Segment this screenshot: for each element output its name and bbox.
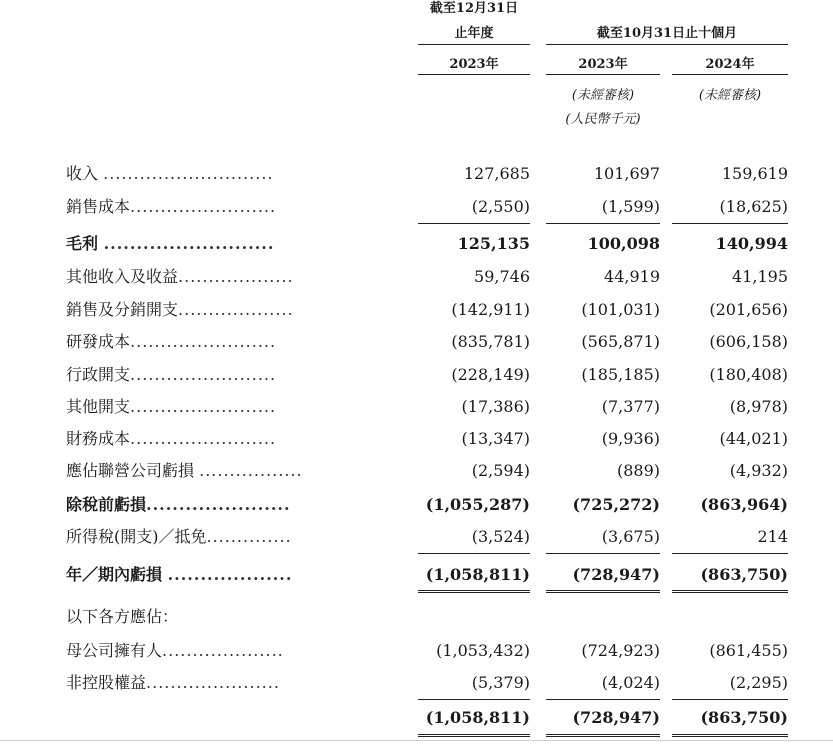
row-label-admin-expenses: 行政開支........................ (66, 365, 277, 384)
rule-after-tax-2 (546, 553, 660, 554)
rule-after-tax-3 (672, 553, 788, 554)
cost-of-sales-2024-10m: (18,625) (719, 197, 788, 216)
gross-profit-2023-full: 125,135 (457, 234, 530, 253)
total-attributable-2023-10m: (728,947) (572, 708, 660, 727)
loss-before-tax-2023-10m: (725,272) (572, 495, 660, 514)
rule-after-cost-3 (672, 223, 788, 224)
double-rule-loss-3 (672, 590, 788, 593)
cost-of-sales-2023-10m: (1,599) (601, 197, 660, 216)
other-income-2023-10m: 44,919 (604, 267, 660, 286)
income-tax-2023-10m: (3,675) (601, 527, 660, 546)
rnd-costs-2023-full: (835,781) (451, 332, 530, 351)
other-expenses-2023-10m: (7,377) (601, 397, 660, 416)
row-label-loss-before-tax: 除稅前虧損...................... (66, 495, 291, 514)
income-tax-2023-full: (3,524) (471, 527, 530, 546)
loss-for-period-2024-10m: (863,750) (700, 565, 788, 584)
finance-costs-2023-10m: (9,936) (601, 429, 660, 448)
nci-2024-10m: (2,295) (729, 673, 788, 692)
rnd-costs-2023-10m: (565,871) (581, 332, 660, 351)
owners-of-parent-2024-10m: (861,455) (709, 641, 788, 660)
total-attributable-2024-10m: (863,750) (700, 708, 788, 727)
other-expenses-2023-full: (17,386) (461, 397, 530, 416)
total-attributable-2023-full: (1,058,811) (425, 708, 530, 727)
header-unit-note: (人民幣千元) (565, 112, 641, 127)
double-rule-total-1 (418, 734, 530, 737)
income-tax-2024-10m: 214 (757, 527, 788, 546)
selling-expenses-2023-10m: (101,031) (581, 300, 660, 319)
rule-after-nci-1 (418, 699, 530, 700)
owners-of-parent-2023-10m: (724,923) (581, 641, 660, 660)
row-label-revenue: 收入 ............................ (66, 164, 274, 183)
admin-expenses-2023-10m: (185,185) (581, 365, 660, 384)
selling-expenses-2024-10m: (201,656) (709, 300, 788, 319)
header-col3-note: (未經審核) (698, 88, 762, 103)
row-label-attributable-to: 以下各方應佔： (66, 607, 179, 626)
owners-of-parent-2023-full: (1,053,432) (436, 641, 530, 660)
revenue-2024-10m: 159,619 (721, 164, 788, 183)
gross-profit-2024-10m: 140,994 (715, 234, 788, 253)
double-rule-total-3 (672, 734, 788, 737)
gross-profit-2023-10m: 100,098 (587, 234, 660, 253)
header-col2-note: (未經審核) (571, 88, 635, 103)
associate-loss-2023-10m: (889) (616, 461, 660, 480)
loss-for-period-2023-full: (1,058,811) (425, 565, 530, 584)
header-group-underline (546, 44, 788, 45)
associate-loss-2024-10m: (4,932) (729, 461, 788, 480)
header-col1-line1: 截至12月31日 (429, 1, 519, 16)
header-col1-line2: 止年度 (454, 26, 494, 41)
nci-2023-10m: (4,024) (601, 673, 660, 692)
header-group-title: 截至10月31日止十個月 (596, 26, 738, 41)
rnd-costs-2024-10m: (606,158) (709, 332, 788, 351)
double-rule-loss-2 (546, 590, 660, 593)
row-label-other-income: 其他收入及收益................... (66, 267, 294, 286)
other-income-2024-10m: 41,195 (732, 267, 788, 286)
row-label-other-expenses: 其他開支........................ (66, 397, 277, 416)
revenue-2023-full: 127,685 (463, 164, 530, 183)
row-label-selling-expenses: 銷售及分銷開支................... (66, 300, 294, 319)
cost-of-sales-2023-full: (2,550) (471, 197, 530, 216)
header-year-underline-1 (418, 74, 530, 75)
selling-expenses-2023-full: (142,911) (451, 300, 530, 319)
loss-before-tax-2023-full: (1,055,287) (425, 495, 530, 514)
row-label-share-of-associate-loss: 應佔聯營公司虧損 ................. (66, 461, 303, 480)
double-rule-loss-1 (418, 590, 530, 593)
finance-costs-2024-10m: (44,021) (719, 429, 788, 448)
row-label-non-controlling-interests: 非控股權益...................... (66, 673, 280, 692)
rule-after-nci-2 (546, 699, 660, 700)
row-label-cost-of-sales: 銷售成本........................ (66, 197, 277, 216)
row-label-rnd-costs: 研發成本........................ (66, 332, 277, 351)
revenue-2023-10m: 101,697 (593, 164, 660, 183)
row-label-finance-costs: 財務成本........................ (66, 429, 277, 448)
row-label-income-tax: 所得稅(開支)／抵免.............. (66, 527, 292, 546)
double-rule-total-2 (546, 734, 660, 737)
rule-after-nci-3 (672, 699, 788, 700)
row-label-loss-for-period: 年／期內虧損 ................... (66, 565, 293, 584)
admin-expenses-2023-full: (228,149) (451, 365, 530, 384)
other-income-2023-full: 59,746 (474, 267, 530, 286)
rule-after-tax-1 (418, 553, 530, 554)
header-col1-year: 2023年 (449, 57, 499, 72)
row-label-owners-of-parent: 母公司擁有人.................... (66, 641, 284, 660)
loss-for-period-2023-10m: (728,947) (572, 565, 660, 584)
rule-after-cost-1 (418, 223, 530, 224)
header-col2-year: 2023年 (578, 57, 628, 72)
nci-2023-full: (5,379) (471, 673, 530, 692)
loss-before-tax-2024-10m: (863,964) (700, 495, 788, 514)
header-col3-year: 2024年 (705, 57, 755, 72)
header-year-underline-2 (546, 74, 660, 75)
admin-expenses-2024-10m: (180,408) (709, 365, 788, 384)
header-year-underline-3 (672, 74, 788, 75)
row-label-gross-profit: 毛利 .......................... (66, 234, 275, 253)
associate-loss-2023-full: (2,594) (471, 461, 530, 480)
rule-after-cost-2 (546, 223, 660, 224)
other-expenses-2024-10m: (8,978) (729, 397, 788, 416)
header-col1-underline (418, 44, 530, 45)
page-bottom-edge (0, 740, 833, 741)
finance-costs-2023-full: (13,347) (461, 429, 530, 448)
